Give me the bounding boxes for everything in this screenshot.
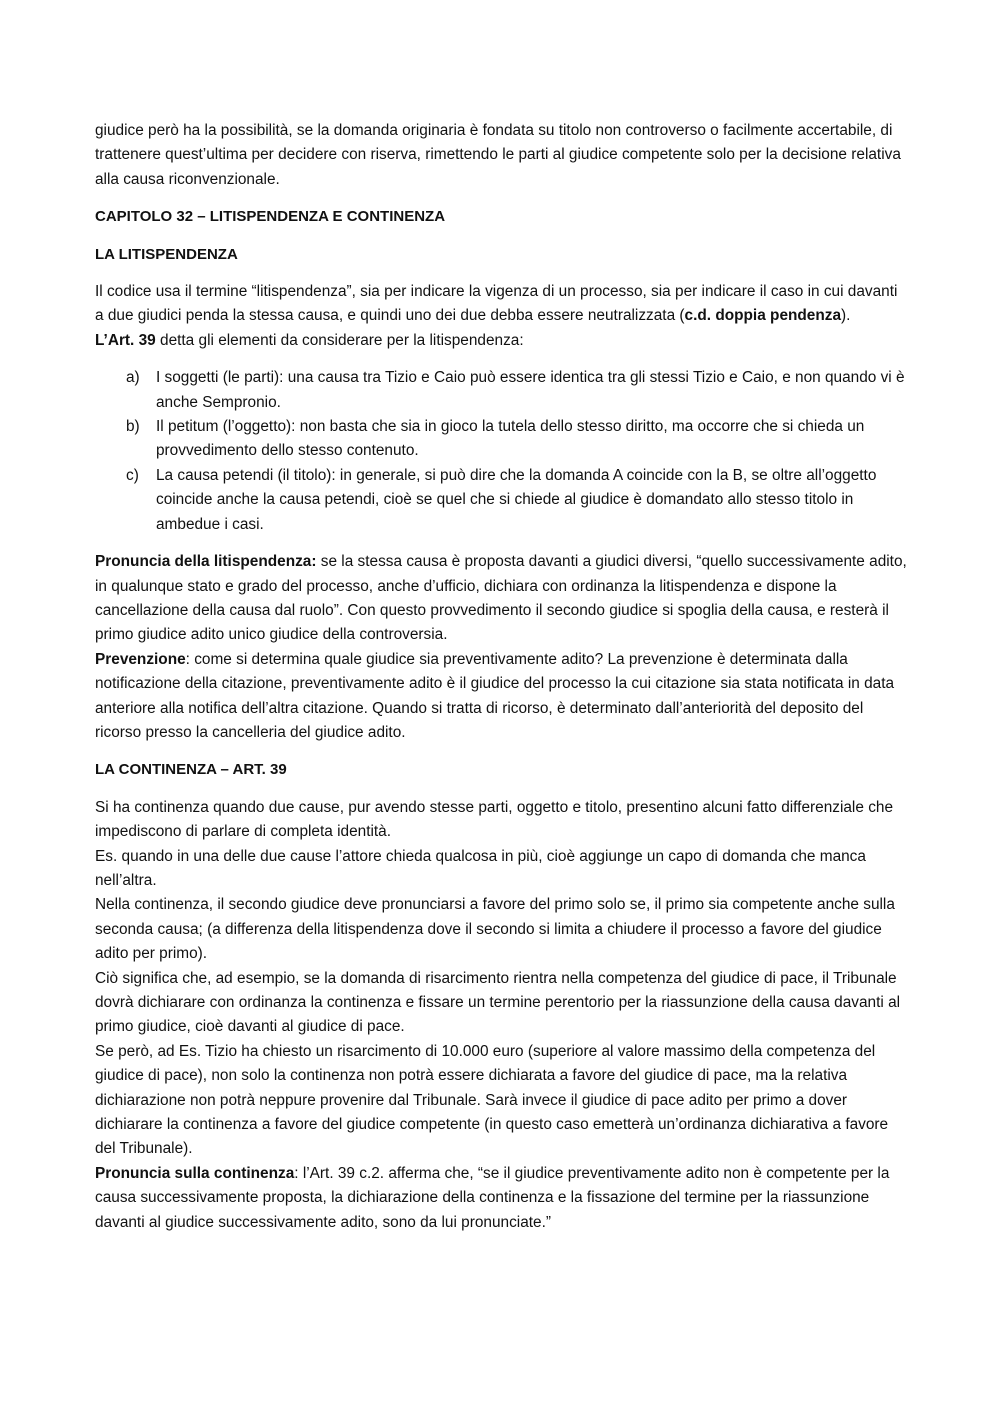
litispendenza-definition — [95, 280, 910, 329]
list-item — [95, 366, 910, 415]
list-item-text: Il petitum (l’oggetto): non basta che sia in gioco la tutela dello stesso diritto, ma occorre che si chieda un provvedimento dello stesso contenuto. — [156, 418, 865, 460]
litispendenza-intro — [95, 280, 910, 353]
continenza-example: Es. quando in una delle due cause l’attore chieda qualcosa in più, cioè aggiunge un capo di domanda che manca nell’altra. — [95, 847, 866, 889]
definition-end: ). — [841, 307, 851, 325]
prevenzione-label: Prevenzione — [95, 650, 186, 668]
doppia-pendenza-term: c.d. doppia pendenza — [684, 307, 842, 325]
document-page — [95, 119, 910, 1235]
list-marker: a) — [126, 369, 140, 387]
continenza-body — [95, 796, 910, 1235]
continenza-definition: Si ha continenza quando due cause, pur avendo stesse parti, oggetto e titolo, presentino alcuni fatto differenziale che impediscono di parlare di completa identità. — [95, 798, 894, 841]
intro-paragraph: giudice però ha la possibilità, se la domanda originaria è fondata su titolo non controverso o facilmente accertabile, di trattenere quest’ultima per decidere con riserva, rimettendo le parti al giudice competente solo per la decisione relativa alla causa riconvenzionale. — [95, 122, 901, 188]
prevenzione-text: : come si determina quale giudice sia preventivamente adito? La prevenzione è determinata dalla notificazione della citazione, preventivamente adito è il giudice del processo la cui citazione sia stata notificata in data anteriore alla notifica dell’altra citazione. Quando si tratta di ricorso, è determinato dall’anteriorità del deposito del ricorso presso la cancelleria del giudice adito. — [95, 650, 895, 741]
prevenzione-paragraph — [95, 648, 910, 746]
art-39-intro — [95, 329, 910, 353]
list-item — [95, 415, 910, 464]
continenza-heading: LA CONTINENZA – ART. 39 — [95, 761, 287, 779]
continenza-consequence: Ciò significa che, ad esempio, se la domanda di risarcimento rientra nella competenza del giudice di pace, il Tribunale dovrà dichiarare con ordinanza la continenza e fissare un termine perentorio per la riassunzione della causa davanti al primo giudice, cioè davanti al giudice di pace. — [95, 969, 901, 1036]
pronuncia-continenza-text: : l’Art. 39 c.2. afferma che, “se il giudice preventivamente adito non è competente per la causa successivamente proposta, la dichiarazione della continenza e la fissazione del termine per la riassunzione davanti al giudice successivamente adito, sono da lui pronunciate.” — [95, 1164, 890, 1231]
art-39-text: detta gli elementi da considerare per la litispendenza: — [155, 331, 524, 349]
litispendenza-body — [95, 550, 910, 745]
continenza-rule: Nella continenza, il secondo giudice deve pronunciarsi a favore del primo solo se, il primo sia competente anche sulla seconda causa; (a differenza della litispendenza dove il secondo si limita a chiudere il processo a favore del giudice adito per primo). — [95, 896, 895, 963]
definition-text: Il codice usa il termine “litispendenza”, sia per indicare la vigenza di un processo, sia per indicare il caso in cui davanti a due giudici penda la stessa causa, e quindi uno dei due debba essere neutralizzata ( — [95, 283, 898, 325]
pronuncia-continenza — [95, 1162, 910, 1235]
chapter-heading: CAPITOLO 32 – LITISPENDENZA E CONTINENZA — [95, 208, 446, 226]
pronuncia-litispendenza-text: se la stessa causa è proposta davanti a giudici diversi, “quello successivamente adito, in qualunque stato e grado del processo, anche d’ufficio, dichiara con ordinanza la litispendenza e dispone la cancellazione della causa dal ruolo”. Con questo provvedimento il secondo giudice si spoglia della causa, e resterà il primo giudice adito unico giudice della controversia. — [95, 553, 907, 644]
list-marker: c) — [126, 466, 139, 484]
litispendenza-heading: LA LITISPENDENZA — [95, 245, 238, 263]
list-item-text: I soggetti (le parti): una causa tra Tizio e Caio può essere identica tra gli stessi Tizio e Caio, e non quando vi è anche Sempronio. — [156, 369, 905, 411]
list-item-text: La causa petendi (il titolo): in generale, si può dire che la domanda A coincide con la B, se oltre all’oggetto coincide anche la causa petendi, cioè se quel che si chiede al giudice è domandato allo stesso titolo in ambedue i casi. — [156, 466, 877, 533]
pronuncia-litispendenza — [95, 550, 910, 648]
pronuncia-litispendenza-label: Pronuncia della litispendenza: — [95, 553, 317, 571]
continenza-second-example: Se però, ad Es. Tizio ha chiesto un risarcimento di 10.000 euro (superiore al valore massimo della competenza del giudice di pace), non solo la continenza non potrà essere dichiarata a favore del giudice di pace, ma la relativa dichiarazione non potrà neppure provenire dal Tribunale. Sarà invece il giudice di pace adito per primo a dover dichiarare la continenza a favore del giudice competente (in questo caso emetterà un’ordinanza dichiarativa a favore del Tribunale). — [95, 1042, 889, 1158]
elements-list — [95, 366, 910, 537]
list-item — [95, 464, 910, 537]
list-marker: b) — [126, 418, 140, 436]
pronuncia-continenza-label: Pronuncia sulla continenza — [95, 1164, 295, 1182]
art-39-label: L’Art. 39 — [95, 331, 156, 349]
